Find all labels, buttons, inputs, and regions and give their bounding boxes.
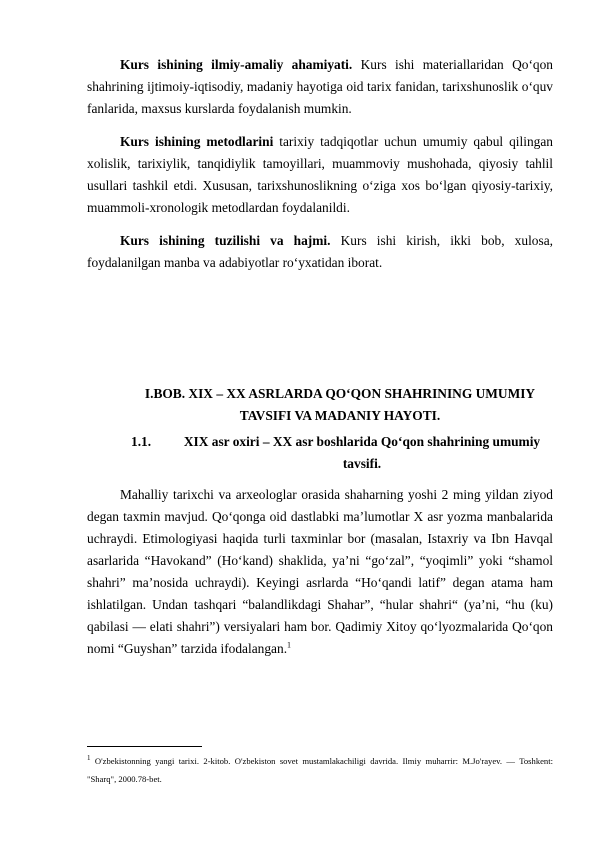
paragraph-methods (87, 131, 553, 219)
footnote (87, 752, 553, 788)
structure-text: Kurs ishi kirish, ikki bob, xulosa, foydalanilgan manba va adabiyotlar ro‘yxatidan iborat. (87, 233, 553, 270)
footnote-text: O'zbekistonning yangi tarixi. 2-kitob. O'zbekiston sovet mustamlakachiligi davrida. Ilmiy muharrir: M.Jo'rayev. — Toshkent: "Sharq", 2000.78-bet. (87, 756, 553, 784)
structure-heading: Kurs ishining tuzilishi va hajmi. (120, 233, 331, 248)
section-title: XIX asr oxiri – XX asr boshlarida Qo‘qon shahrining umumiy tavsifi. (183, 434, 541, 471)
paragraph-structure (87, 230, 553, 274)
footnote-reference[interactable]: 1 (287, 640, 292, 650)
footnote-mark: 1 (87, 754, 91, 763)
chapter-title-line1: I.BOB. XIX – XX ASRLARDA QO‘QON SHAHRINING UMUMIY (144, 386, 536, 401)
methods-text: tarixiy tadqiqotlar uchun umumiy qabul qilingan xolislik, tarixiylik, tanqidiylik tamoyillari, muammoviy mushohada, qiyosiy tahlil usullari tashkil etdi. Xususan, tarixshunoslikning o‘ziga xos bo‘lgan qiyosiy-tarixiy, muammoli-xronologik metodlardan foydalanildi. (87, 134, 553, 215)
footnote-divider (87, 746, 202, 747)
significance-text: Kurs ishi materiallaridan Qo‘qon shahrining ijtimoiy-iqtisodiy, madaniy hayotiga oid tarix fanidan, tarixshunoslik o‘quv fanlarida, maxsus kurslarda foydalanish mumkin. (87, 57, 553, 116)
section-number: 1.1. (131, 434, 152, 449)
body-text: Mahalliy tarixchi va arxeologlar orasida shaharning yoshi 2 ming yildan ziyod degan taxmin mavjud. Qo‘qonga oid dastlabki ma’lumotlar X asr yozma manbalarida uchraydi. Etimologiyasi haqida turli taxminlar bor (masalan, Istaxriy va Ibn Havqal asarlarida “Havokand” (Ho‘kand) shaklida, ya’ni “go‘zal”, “yoqimli” yoki “shamol shahri” ma’nosida uchraydi). Keyingi asrlarda “Ho‘qandi latif” degan atama ham ishlatilgan. Undan tashqari “balandlikdagi Shahar”, “hular shahri“ (ya’ni, “hu (ku) qabilasi — elati shahri”) versiyalari ham bor. Qadimiy Xitoy qo‘lyozmalarida Qo‘qon nomi “Guyshan” tarzida ifodalangan. (87, 487, 553, 656)
chapter-title-line2: TAVSIFI VA MADANIY HAYOTI. (239, 408, 441, 423)
chapter-title (87, 383, 553, 427)
chapter-body (87, 484, 553, 660)
paragraph-significance (87, 54, 553, 120)
intro-section (87, 54, 553, 274)
body-paragraph (87, 484, 553, 660)
section-heading (87, 431, 553, 475)
methods-heading: Kurs ishining metodlarini (120, 134, 274, 149)
significance-heading: Kurs ishining ilmiy-amaliy ahamiyati. (120, 57, 353, 72)
